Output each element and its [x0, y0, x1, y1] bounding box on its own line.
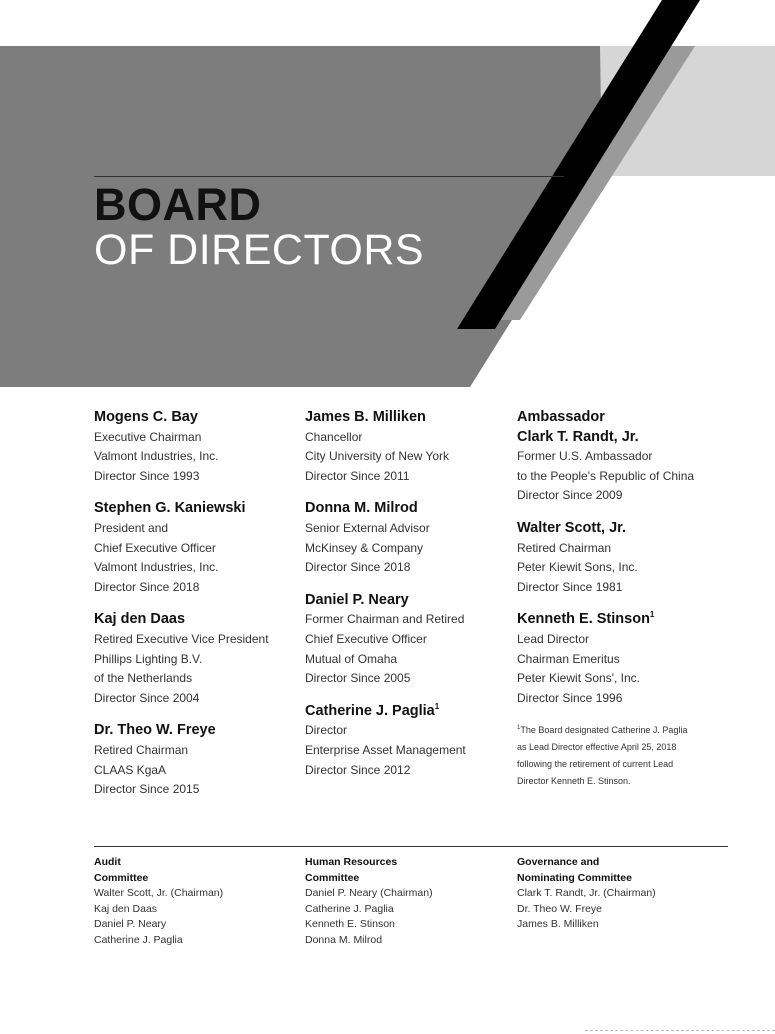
committee-member: Catherine J. Paglia — [305, 902, 394, 915]
director-detail: Peter Kiewit Sons', Inc. — [517, 671, 641, 686]
director-name: Daniel P. Neary — [305, 591, 409, 608]
director-detail: Peter Kiewit Sons, Inc. — [517, 560, 638, 575]
committee-member: Kaj den Daas — [94, 902, 158, 915]
committee-member: Donna M. Milrod — [305, 934, 383, 947]
director-detail: McKinsey & Company — [305, 540, 424, 555]
director-name: Clark T. Randt, Jr. — [517, 428, 639, 445]
footnote-line — [517, 722, 757, 739]
director-name: James B. Milliken — [305, 409, 426, 425]
committee-member: Daniel P. Neary (Chairman) — [305, 887, 433, 899]
committee-member: Dr. Theo W. Freye — [517, 902, 602, 915]
director-detail: Chief Executive Officer — [94, 540, 216, 555]
director-detail: Chancellor — [305, 429, 363, 444]
director-entry — [94, 499, 304, 597]
director-detail: Mutual of Omaha — [305, 651, 398, 666]
committee-title: Human Resources — [305, 856, 398, 868]
committee-member: Kenneth E. Stinson — [305, 918, 395, 931]
director-entry — [305, 408, 515, 486]
director-name: Stephen G. Kaniewski — [94, 500, 246, 517]
director-detail: Executive Chairman — [94, 429, 202, 444]
director-name: Kenneth E. Stinson — [517, 611, 650, 628]
director-detail: Director Since 1996 — [517, 690, 623, 705]
director-detail: Former U.S. Ambassador — [517, 449, 653, 464]
title-rule — [94, 176, 564, 177]
director-detail: City University of New York — [305, 449, 450, 464]
footnote-text: The Board designated Catherine J. Paglia — [520, 725, 688, 736]
director-detail: Lead Director — [517, 631, 590, 646]
footnote-line: as Lead Director effective April 25, 2018 — [517, 742, 677, 753]
director-detail: Director Since 2018 — [94, 579, 200, 594]
director-entry — [517, 610, 757, 708]
director-detail: Phillips Lighting B.V. — [94, 651, 203, 666]
director-entry — [517, 519, 757, 597]
committee-member: Walter Scott, Jr. (Chairman) — [94, 887, 224, 899]
director-entry — [517, 408, 757, 506]
director-detail: Retired Executive Vice President — [94, 631, 269, 646]
director-name: Catherine J. Paglia — [305, 702, 435, 719]
committee-member: James B. Milliken — [517, 918, 599, 931]
director-name: Kaj den Daas — [94, 611, 186, 628]
committee-governance-nominating — [517, 854, 722, 933]
footnote-marker: 1 — [434, 701, 440, 711]
footnote-line: following the retirement of current Lead — [517, 759, 674, 770]
director-honorific: Ambassador — [517, 409, 605, 425]
director-entry — [305, 591, 515, 689]
committee-audit — [94, 854, 299, 949]
footnote-marker: 1 — [517, 725, 521, 732]
director-detail: of the Netherlands — [94, 671, 193, 686]
footnote-line: Director Kenneth E. Stinson. — [517, 776, 631, 787]
footnote-marker: 1 — [649, 610, 655, 620]
director-detail: Chairman Emeritus — [517, 651, 620, 666]
director-detail: Chief Executive Officer — [305, 631, 427, 646]
director-detail: Director Since 2018 — [305, 560, 411, 575]
director-entry — [94, 408, 304, 486]
director-name-with-footnote — [305, 702, 515, 722]
director-entry — [94, 721, 304, 799]
footnote — [517, 722, 757, 790]
director-detail: Director Since 2015 — [94, 782, 200, 797]
director-detail: Enterprise Asset Management — [305, 742, 466, 757]
committee-title: Audit — [94, 856, 121, 868]
directors-column-3 — [517, 408, 757, 790]
director-detail: Director Since 2009 — [517, 488, 623, 503]
director-entry — [94, 610, 304, 708]
director-entry — [305, 499, 515, 577]
director-detail: Director Since 1993 — [94, 468, 200, 483]
director-detail: Valmont Industries, Inc. — [94, 560, 219, 575]
director-detail: Retired Chairman — [94, 742, 189, 757]
director-detail: to the People's Republic of China — [517, 468, 695, 483]
committee-member: Clark T. Randt, Jr. (Chairman) — [517, 887, 656, 899]
committee-title: Committee — [305, 872, 360, 884]
director-detail: Director Since 2012 — [305, 762, 411, 777]
director-detail: CLAAS KgaA — [94, 762, 167, 777]
page-title-light: OF DIRECTORS — [94, 226, 425, 274]
director-detail: Director Since 2004 — [94, 690, 200, 705]
director-detail: Director — [305, 723, 348, 738]
committee-title: Committee — [94, 872, 149, 884]
committee-member: Catherine J. Paglia — [94, 934, 183, 947]
committees-divider — [94, 846, 728, 847]
director-detail: Retired Chairman — [517, 540, 612, 555]
director-name: Donna M. Milrod — [305, 500, 418, 517]
director-detail: Valmont Industries, Inc. — [94, 449, 219, 464]
directors-column-1 — [94, 408, 304, 813]
director-entry — [305, 702, 515, 780]
committee-title: Governance and — [517, 856, 600, 868]
director-name: Dr. Theo W. Freye — [94, 722, 216, 739]
decorative-dotted-line — [585, 1030, 775, 1031]
director-detail: Senior External Advisor — [305, 520, 430, 535]
director-detail: President and — [94, 520, 169, 535]
director-detail: Former Chairman and Retired — [305, 612, 465, 627]
committee-title: Nominating Committee — [517, 872, 632, 884]
committee-human-resources — [305, 854, 510, 949]
directors-column-2 — [305, 408, 515, 793]
director-name: Walter Scott, Jr. — [517, 519, 627, 536]
page-title-bold: BOARD — [94, 179, 262, 230]
director-detail: Director Since 1981 — [517, 579, 623, 594]
director-name: Mogens C. Bay — [94, 409, 198, 425]
director-detail: Director Since 2005 — [305, 671, 411, 686]
director-name-with-footnote — [517, 610, 757, 630]
committee-member: Daniel P. Neary — [94, 918, 167, 931]
director-detail: Director Since 2011 — [305, 468, 410, 483]
